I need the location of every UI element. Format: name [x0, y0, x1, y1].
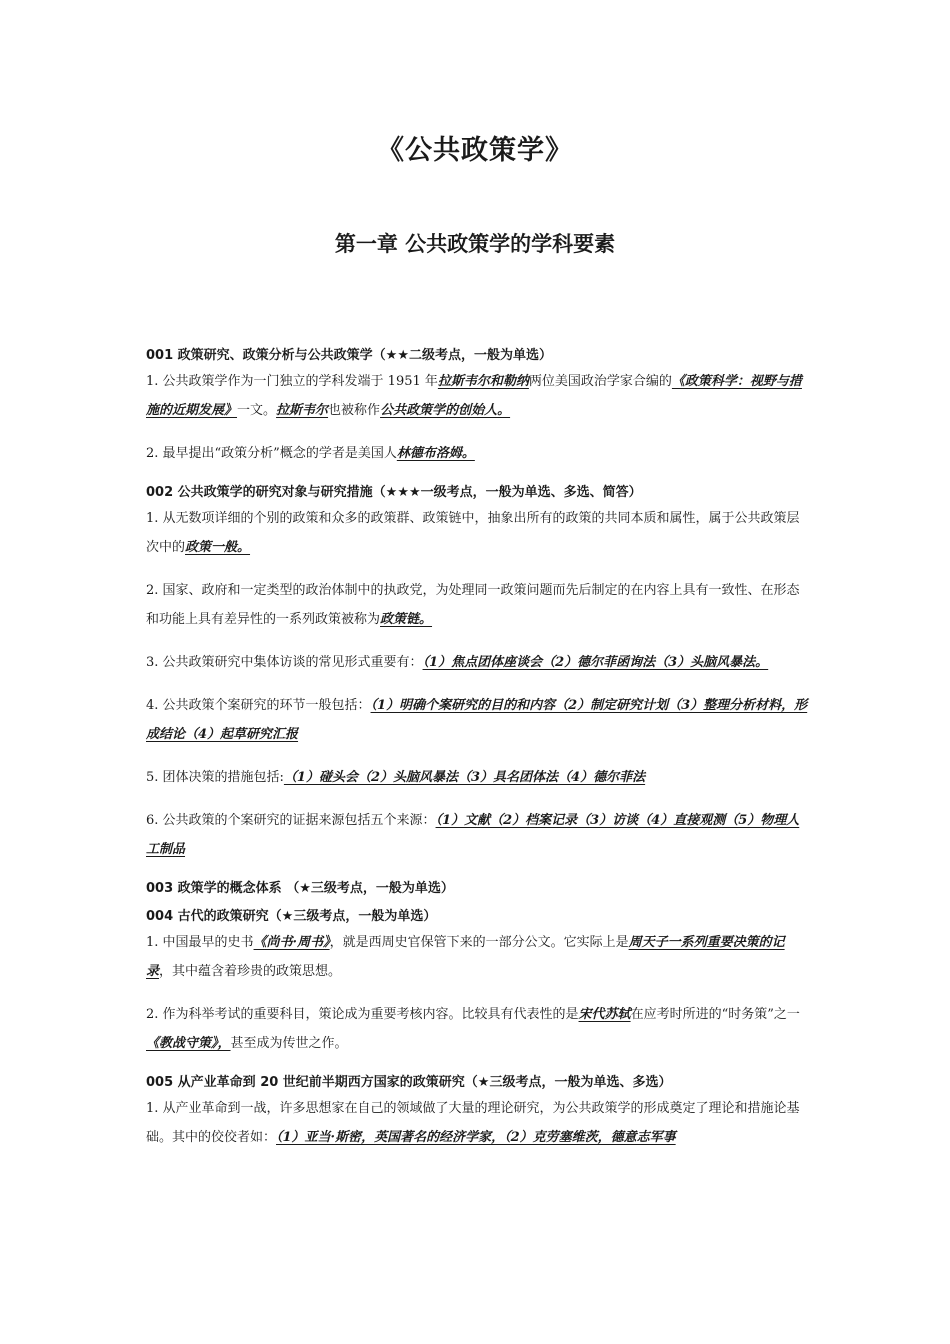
text: 3. 公共政策研究中集体访谈的常见形式重要有：	[146, 655, 423, 670]
answer: （1）亚当·斯密，英国著名的经济学家，（2）克劳塞维茨，德意志军事	[276, 1130, 676, 1145]
answer: 拉斯韦尔	[276, 403, 329, 418]
document-title: 《公共政策学》	[377, 135, 573, 166]
text: 在应考时所进的“时务策”之一	[630, 1007, 800, 1022]
section-001-item-2	[146, 439, 809, 468]
section-002-item-1	[146, 504, 809, 562]
text: 两位美国政治学家合编的	[528, 374, 672, 389]
text: 1. 从产业革命到一战，许多思想家在自己的领域做了大量的理论研究，为公共政策学的形成奠定了理论和措施论基础。其中的佼佼者如：	[146, 1101, 800, 1145]
text: 2. 国家、政府和一定类型的政治体制中的执政党，为处理同一政策问题而先后制定的在内容上具有一致性、在形态和功能上具有差异性的一系列政策被称为	[146, 583, 800, 627]
section-001-item-1	[146, 367, 809, 425]
section-003-heading: 003 政策学的概念体系 （★三级考点，一般为单选）	[146, 881, 454, 896]
answer: 宋代苏轼	[578, 1007, 631, 1022]
text: 甚至成为传世之作。	[230, 1036, 348, 1051]
text: ，就是西周史官保管下来的一部分公文。它实际上是	[329, 935, 629, 950]
text: 5. 团体决策的措施包括:	[146, 770, 284, 785]
answer: （1）文献（2）档案记录（3）访谈（4）直接观测（5）物理人工制品	[146, 813, 800, 857]
section-002-item-6	[146, 806, 809, 864]
answer: 《教战守策》，	[146, 1036, 231, 1051]
text: 1. 公共政策学作为一门独立的学科发端于 1951 年	[146, 374, 438, 389]
chapter-title: 第一章 公共政策学的学科要素	[334, 232, 616, 256]
section-005-heading: 005 从产业革命到 20 世纪前半期西方国家的政策研究（★三级考点，一般为单选、多选）	[146, 1075, 672, 1090]
section-002-item-4	[146, 691, 809, 749]
text: ，其中蕴含着珍贵的政策思想。	[159, 964, 342, 979]
answer: 政策链。	[380, 612, 433, 627]
section-005-item-1	[146, 1094, 809, 1152]
section-004-heading: 004 古代的政策研究（★三级考点，一般为单选）	[146, 909, 437, 924]
section-002-item-5	[146, 763, 809, 792]
answer: （1）碰头会（2）头脑风暴法（3）具名团体法（4）德尔菲法	[283, 770, 646, 785]
answer: 周天子一系列重要决策的记录	[146, 935, 785, 979]
text: 2. 最早提出“政策分析”概念的学者是美国人	[146, 446, 397, 461]
text: 一文。	[237, 403, 277, 418]
answer: 林德布洛姆。	[396, 446, 475, 461]
text: 也被称作	[328, 403, 381, 418]
answer: 政策一般。	[185, 540, 251, 555]
section-004-item-1	[146, 928, 809, 986]
answer: （1）明确个案研究的目的和内容（2）制定研究计划（3）整理分析材料，形成结论（4）起草研究汇报	[146, 698, 808, 742]
section-002-item-2	[146, 576, 809, 634]
answer: 公共政策学的创始人。	[380, 403, 511, 418]
section-001-heading: 001 政策研究、政策分析与公共政策学（★★二级考点，一般为单选）	[146, 348, 552, 363]
section-004-item-2	[146, 1000, 809, 1058]
section-002-heading: 002 公共政策学的研究对象与研究措施（★★★一级考点，一般为单选、多选、简答）	[146, 485, 642, 500]
text: 1. 从无数项详细的个别的政策和众多的政策群、政策链中，抽象出所有的政策的共同本质和属性，属于公共政策层次中的	[146, 511, 800, 555]
text: 4. 公共政策个案研究的环节一般包括：	[146, 698, 371, 713]
text: 2. 作为科举考试的重要科目，策论成为重要考核内容。比较具有代表性的是	[146, 1007, 579, 1022]
answer: （1）焦点团体座谈会（2）德尔菲函询法（3）头脑风暴法。	[422, 655, 769, 670]
answer: 拉斯韦尔和勒纳	[437, 374, 529, 389]
answer: 《政策科学：视野与措施的近期发展》	[146, 374, 802, 418]
answer: 《尚书·周书》	[253, 935, 330, 950]
document-body	[146, 345, 809, 1152]
text: 1. 中国最早的史书	[146, 935, 254, 950]
text: 6. 公共政策的个案研究的证据来源包括五个来源：	[146, 813, 436, 828]
section-002-item-3	[146, 648, 809, 677]
